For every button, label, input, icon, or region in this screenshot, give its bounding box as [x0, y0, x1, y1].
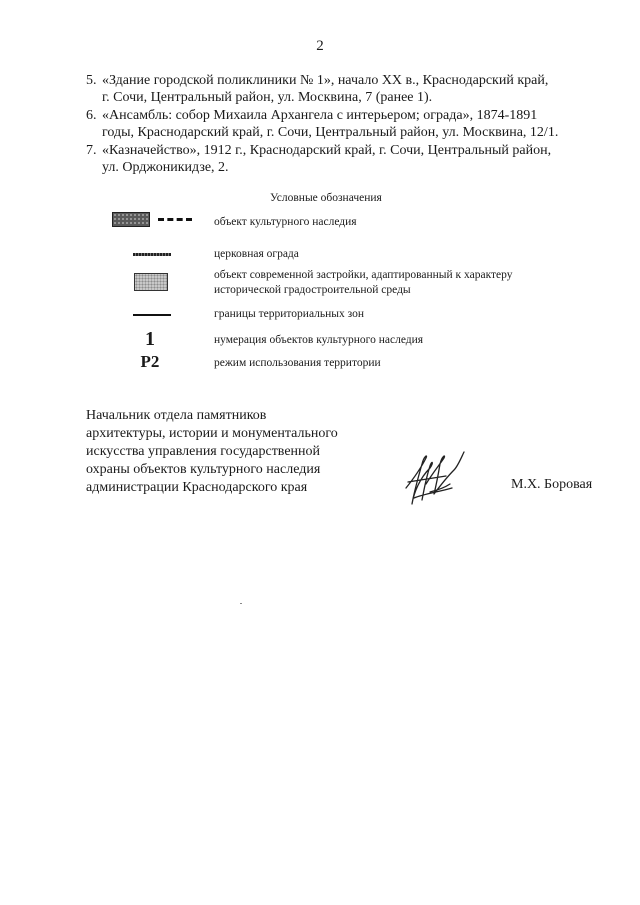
item-number: 6. — [86, 108, 97, 123]
list-item — [86, 107, 606, 141]
legend-label-heritage: объект культурного наследия — [214, 216, 357, 228]
signature-block — [86, 407, 338, 497]
signature-title-line: охраны объектов культурного наследия — [86, 462, 321, 477]
signature-title-line: искусства управления государственной — [86, 444, 321, 459]
zone-boundary-line-symbol — [133, 314, 171, 316]
legend-label-regime: режим использования территории — [214, 357, 381, 369]
list-item — [86, 142, 606, 176]
regime-symbol: Р2 — [140, 352, 160, 371]
numbering-symbol: 1 — [145, 328, 155, 350]
item-text-continuation: ул. Орджоникидзе, 2. — [102, 160, 229, 175]
item-text: «Здание городской поликлиники № 1», начало XX в., Краснодарский край, — [102, 73, 549, 88]
legend-label-zones: границы территориальных зон — [214, 308, 365, 320]
church-fence-symbol — [133, 253, 171, 256]
signature-title-line: архитектуры, истории и монументального — [86, 426, 338, 441]
legend-label-modern-line2: исторической градостроительной среды — [214, 284, 411, 296]
item-number: 5. — [86, 73, 97, 88]
item-text: «Ансамбль: собор Михаила Архангела с интерьером; ограда», 1874-1891 — [102, 108, 538, 123]
handwritten-signature — [400, 448, 472, 510]
legend-title: Условные обозначения — [270, 192, 382, 204]
modern-building-symbol — [134, 273, 168, 291]
list-item — [86, 72, 606, 106]
legend-label-fence: церковная ограда — [214, 248, 299, 260]
item-text-continuation: г. Сочи, Центральный район, ул. Москвина, 7 (ранее 1). — [102, 90, 433, 105]
heritage-object-symbol — [112, 212, 150, 227]
signatory-name: М.Х. Боровая — [511, 477, 593, 492]
page-number: 2 — [316, 38, 324, 54]
heritage-boundary-dashed-line — [158, 218, 192, 221]
signature-title-line: Начальник отдела памятников — [86, 408, 267, 423]
scan-speck — [240, 603, 242, 604]
legend-label-numbering: нумерация объектов культурного наследия — [214, 334, 424, 346]
signature-title-line: администрации Краснодарского края — [86, 480, 308, 495]
item-text-continuation: годы, Краснодарский край, г. Сочи, Центральный район, ул. Москвина, 12/1. — [102, 125, 559, 140]
item-text: «Казначейство», 1912 г., Краснодарский край, г. Сочи, Центральный район, — [102, 143, 552, 158]
legend-label-modern-line1: объект современной застройки, адаптированный к характеру — [214, 269, 513, 281]
item-number: 7. — [86, 143, 97, 158]
